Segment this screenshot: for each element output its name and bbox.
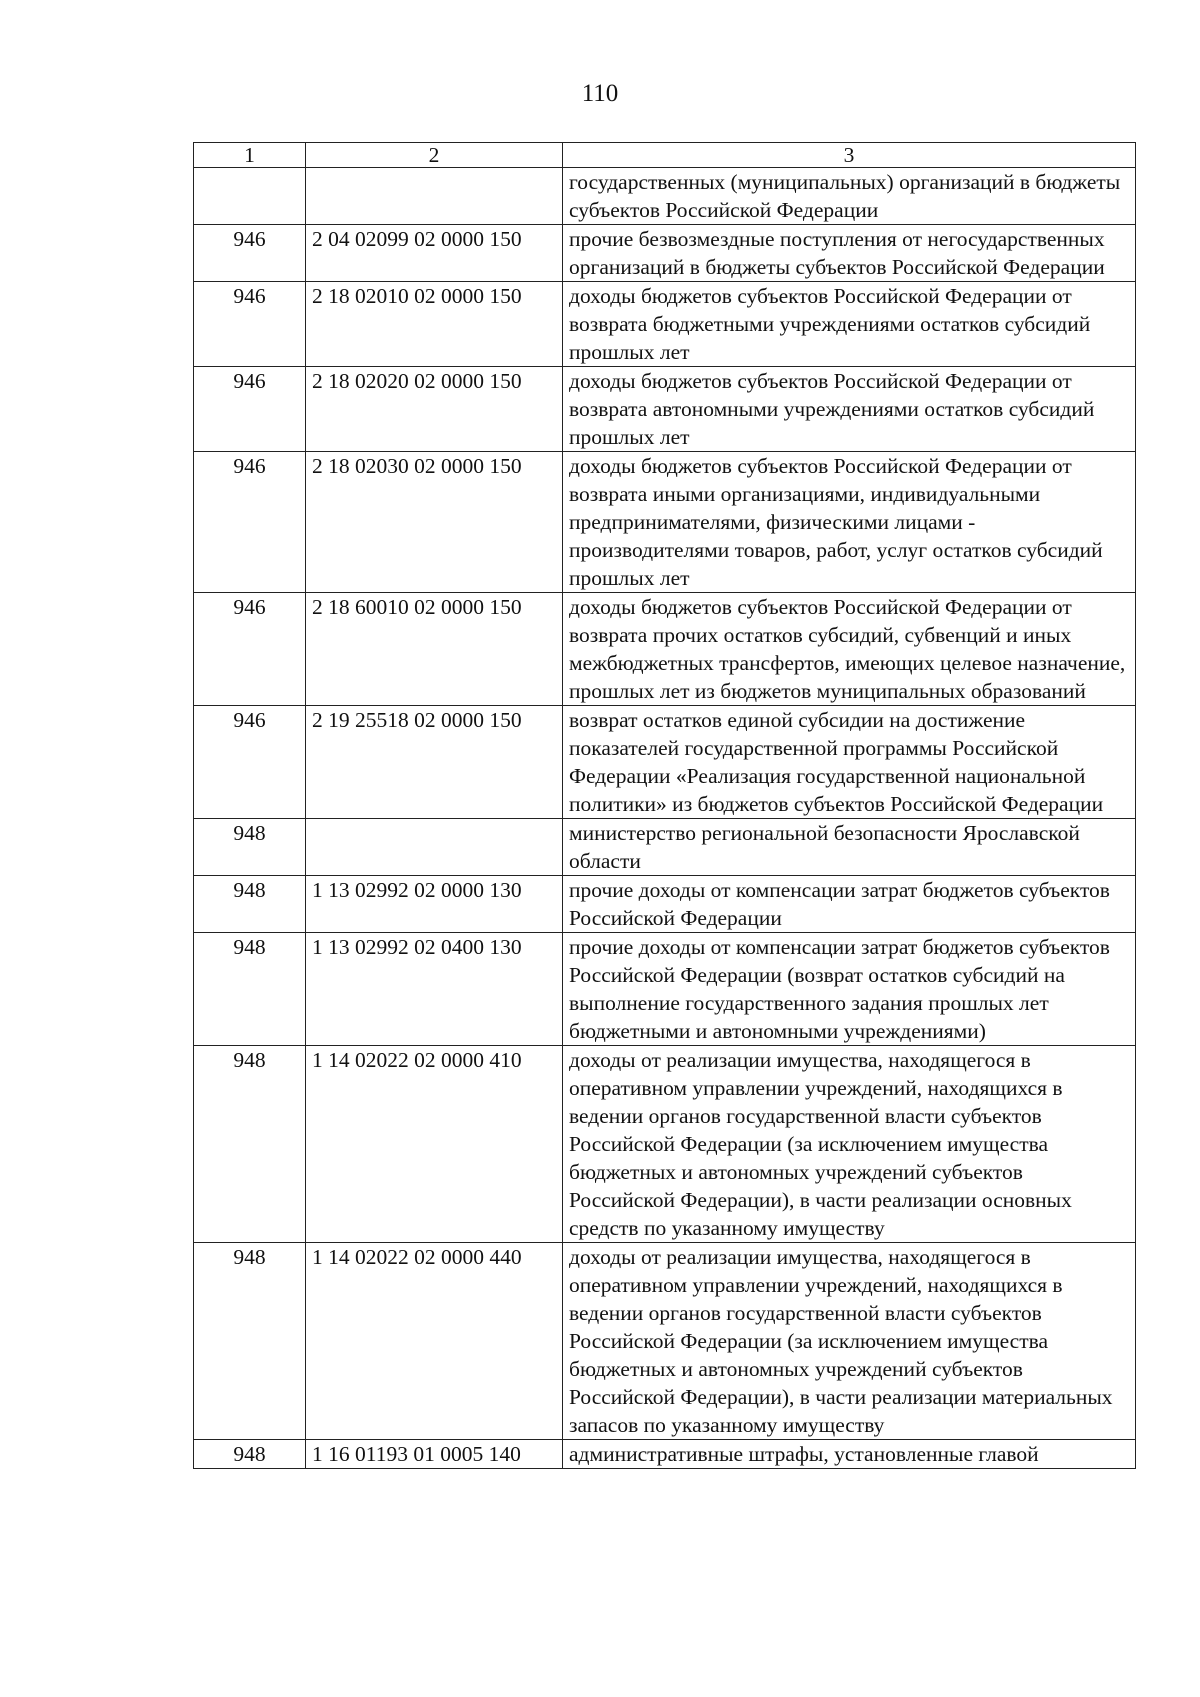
revenue-name-cell: доходы от реализации имущества, находящегося в оперативном управлении учреждений, находящихся в ведении органов государственной власти субъектов Российской Федерации (за исключением имущества бюджетных и автономных учреждений субъектов Российской Федерации), в части реализации материальных запасов по указанному имуществу: [563, 1243, 1136, 1440]
revenue-code-cell: 1 16 01193 01 0005 140: [306, 1440, 563, 1469]
admin-code-cell: 946: [194, 452, 306, 593]
revenue-name-cell: доходы бюджетов субъектов Российской Федерации от возврата бюджетными учреждениями остатков субсидий прошлых лет: [563, 282, 1136, 367]
admin-code-cell: 948: [194, 819, 306, 876]
admin-code-cell: 948: [194, 1243, 306, 1440]
revenue-code-cell: 2 18 02020 02 0000 150: [306, 367, 563, 452]
admin-code-cell: 946: [194, 225, 306, 282]
table-row: [194, 452, 1136, 593]
revenue-code-cell: 2 18 02010 02 0000 150: [306, 282, 563, 367]
table-row: [194, 367, 1136, 452]
revenue-name-cell: доходы бюджетов субъектов Российской Федерации от возврата автономными учреждениями остатков субсидий прошлых лет: [563, 367, 1136, 452]
admin-code-cell: 946: [194, 706, 306, 819]
revenue-name-cell: доходы от реализации имущества, находящегося в оперативном управлении учреждений, находящихся в ведении органов государственной власти субъектов Российской Федерации (за исключением имущества бюджетных и автономных учреждений субъектов Российской Федерации), в части реализации основных средств по указанному имуществу: [563, 1046, 1136, 1243]
table-row: [194, 1046, 1136, 1243]
revenue-name-cell: возврат остатков единой субсидии на достижение показателей государственной программы Российской Федерации «Реализация государственной национальной политики» из бюджетов субъектов Российской Федерации: [563, 706, 1136, 819]
revenue-name-cell: прочие доходы от компенсации затрат бюджетов субъектов Российской Федерации (возврат остатков субсидий на выполнение государственного задания прошлых лет бюджетными и автономными учреждениями): [563, 933, 1136, 1046]
revenue-codes-table: [193, 142, 1136, 1469]
revenue-code-cell: [306, 168, 563, 225]
admin-code-cell: 946: [194, 367, 306, 452]
revenue-code-cell: 1 13 02992 02 0000 130: [306, 876, 563, 933]
table-row: [194, 933, 1136, 1046]
admin-code-cell: 946: [194, 282, 306, 367]
page-number: 110: [581, 80, 619, 107]
table-row: [194, 1243, 1136, 1440]
admin-code-cell: 946: [194, 593, 306, 706]
revenue-name-cell: доходы бюджетов субъектов Российской Федерации от возврата прочих остатков субсидий, субвенций и иных межбюджетных трансфертов, имеющих целевое назначение, прошлых лет из бюджетов муниципальных образований: [563, 593, 1136, 706]
revenue-code-cell: 1 14 02022 02 0000 440: [306, 1243, 563, 1440]
revenue-code-cell: 2 18 60010 02 0000 150: [306, 593, 563, 706]
revenue-name-cell: министерство региональной безопасности Ярославской области: [563, 819, 1136, 876]
revenue-code-cell: [306, 819, 563, 876]
column-header: 2: [306, 143, 563, 168]
revenue-code-cell: 1 13 02992 02 0400 130: [306, 933, 563, 1046]
table-row: [194, 819, 1136, 876]
admin-code-cell: 948: [194, 1046, 306, 1243]
revenue-name-cell: административные штрафы, установленные главой: [563, 1440, 1136, 1469]
admin-code-cell: 948: [194, 933, 306, 1046]
revenue-name-cell: прочие доходы от компенсации затрат бюджетов субъектов Российской Федерации: [563, 876, 1136, 933]
revenue-name-cell: государственных (муниципальных) организаций в бюджеты субъектов Российской Федерации: [563, 168, 1136, 225]
column-header: 3: [563, 143, 1136, 168]
table-row: [194, 282, 1136, 367]
column-header: 1: [194, 143, 306, 168]
admin-code-cell: 948: [194, 1440, 306, 1469]
revenue-code-cell: 1 14 02022 02 0000 410: [306, 1046, 563, 1243]
table-row: [194, 876, 1136, 933]
table-body: [194, 168, 1136, 1469]
table-row: [194, 225, 1136, 282]
table-row: [194, 168, 1136, 225]
table-header-row: [194, 143, 1136, 168]
revenue-code-cell: 2 19 25518 02 0000 150: [306, 706, 563, 819]
table-row: [194, 706, 1136, 819]
revenue-name-cell: прочие безвозмездные поступления от негосударственных организаций в бюджеты субъектов Российской Федерации: [563, 225, 1136, 282]
revenue-name-cell: доходы бюджетов субъектов Российской Федерации от возврата иными организациями, индивидуальными предпринимателями, физическими лицами - производителями товаров, работ, услуг остатков субсидий прошлых лет: [563, 452, 1136, 593]
revenue-code-cell: 2 04 02099 02 0000 150: [306, 225, 563, 282]
revenue-code-cell: 2 18 02030 02 0000 150: [306, 452, 563, 593]
table-row: [194, 1440, 1136, 1469]
admin-code-cell: 948: [194, 876, 306, 933]
table-row: [194, 593, 1136, 706]
admin-code-cell: [194, 168, 306, 225]
